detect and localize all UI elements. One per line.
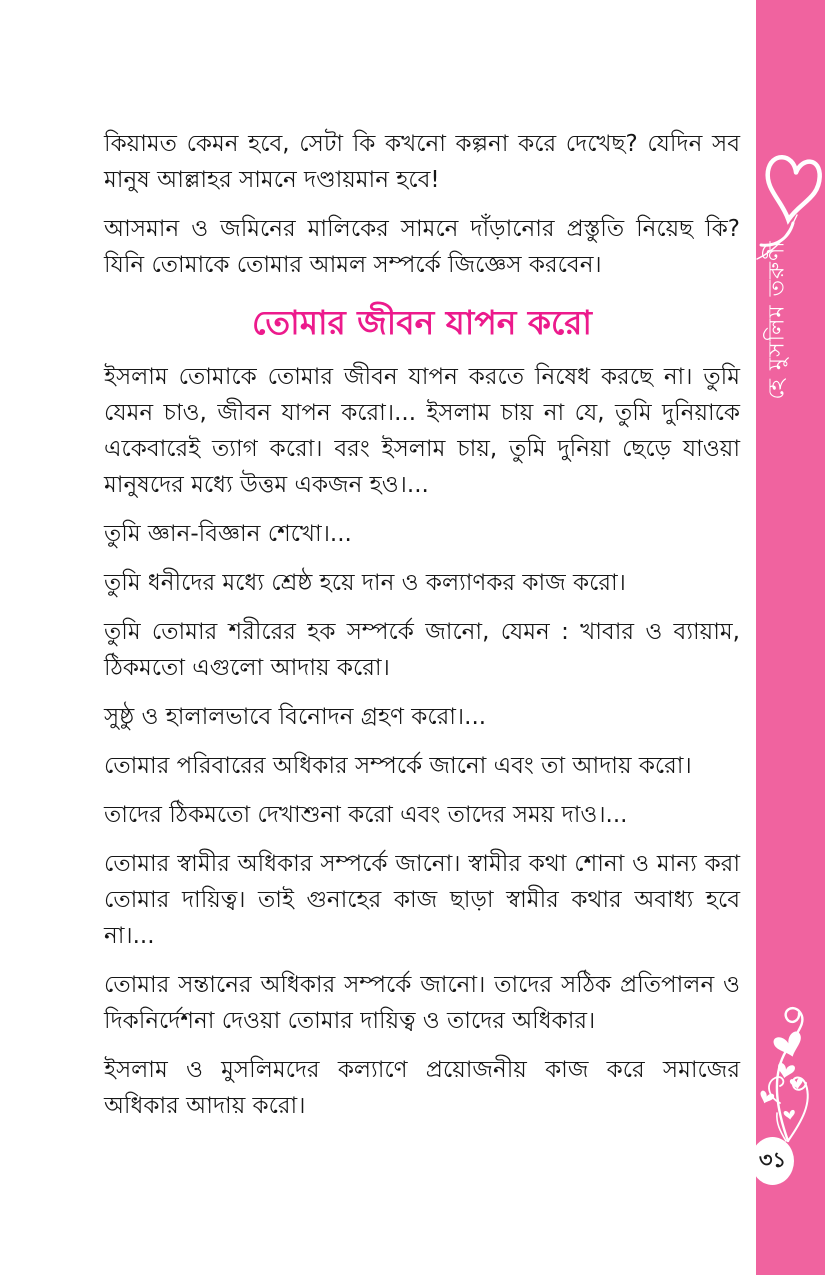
paragraph: তাদের ঠিকমতো দেখাশুনা করো এবং তাদের সময় দাও।...: [104, 802, 628, 828]
chapter-strip: [756, 0, 825, 1275]
paragraph: তোমার সন্তানের অধিকার সম্পর্কে জানো। তাদের সঠিক প্রতিপালন ও দিকনির্দেশনা দেওয়া তোমার দায়িত্ব ও তাদের অধিকার।: [104, 972, 740, 1034]
paragraph: তোমার পরিবারের অধিকার সম্পর্কে জানো এবং তা আদায় করো।: [104, 753, 692, 779]
paragraph: ইসলাম তোমাকে তোমার জীবন যাপন করতে নিষেধ করছে না। তুমি যেমন চাও, জীবন যাপন করো।... ইসলাম চায় না যে, তুমি দুনিয়াকে একেবারেই ত্যাগ করো। বরং ইসলাম চায়, তুমি দুনিয়া ছেড়ে যাওয়া মানুষদের মধ্যে উত্তম একজন হও।...: [104, 364, 740, 498]
paragraph: ইসলাম ও মুসলিমদের কল্যাণে প্রয়োজনীয় কাজ করে সমাজের অধিকার আদায় করো।: [104, 1057, 740, 1119]
paragraph: তোমার স্বামীর অধিকার সম্পর্কে জানো। স্বামীর কথা শোনা ও মান্য করা তোমার দায়িত্ব। তাই গুনাহের কাজ ছাড়া স্বামীর কথার অবাধ্য হবে না।...: [104, 851, 740, 949]
section-heading: তোমার জীবন যাপন করো: [251, 303, 592, 342]
page-number-badge: [751, 1137, 794, 1185]
paragraph: তুমি তোমার শরীরের হক সম্পর্কে জানো, যেমন : খাবার ও ব্যায়াম, ঠিকমতো এগুলো আদায় করো।: [104, 619, 740, 681]
paragraph: কিয়ামত কেমন হবে, সেটা কি কখনো কল্পনা করে দেখেছ? যেদিন সব মানুষ আল্লাহর সামনে দণ্ডায়মান হবে!: [104, 131, 740, 193]
heart-vine-decoration: [756, 1003, 825, 1143]
chapter-title-vertical: হে মুসলিম তরুণী: [764, 240, 790, 400]
page-number: ৩১: [758, 1147, 787, 1172]
paragraph: তুমি জ্ঞান-বিজ্ঞান শেখো।...: [104, 521, 352, 547]
paragraph: সুষ্ঠু ও হালালভাবে বিনোদন গ্রহণ করো।...: [104, 704, 487, 730]
paragraph: তুমি ধনীদের মধ্যে শ্রেষ্ঠ হয়ে দান ও কল্যাণকর কাজ করো।: [104, 570, 626, 596]
paragraph: আসমান ও জমিনের মালিকের সামনে দাঁড়ানোর প্রস্তুতি নিয়েছ কি? যিনি তোমাকে তোমার আমল সম্পর্কে জিজ্ঞেস করবেন।: [104, 216, 740, 278]
